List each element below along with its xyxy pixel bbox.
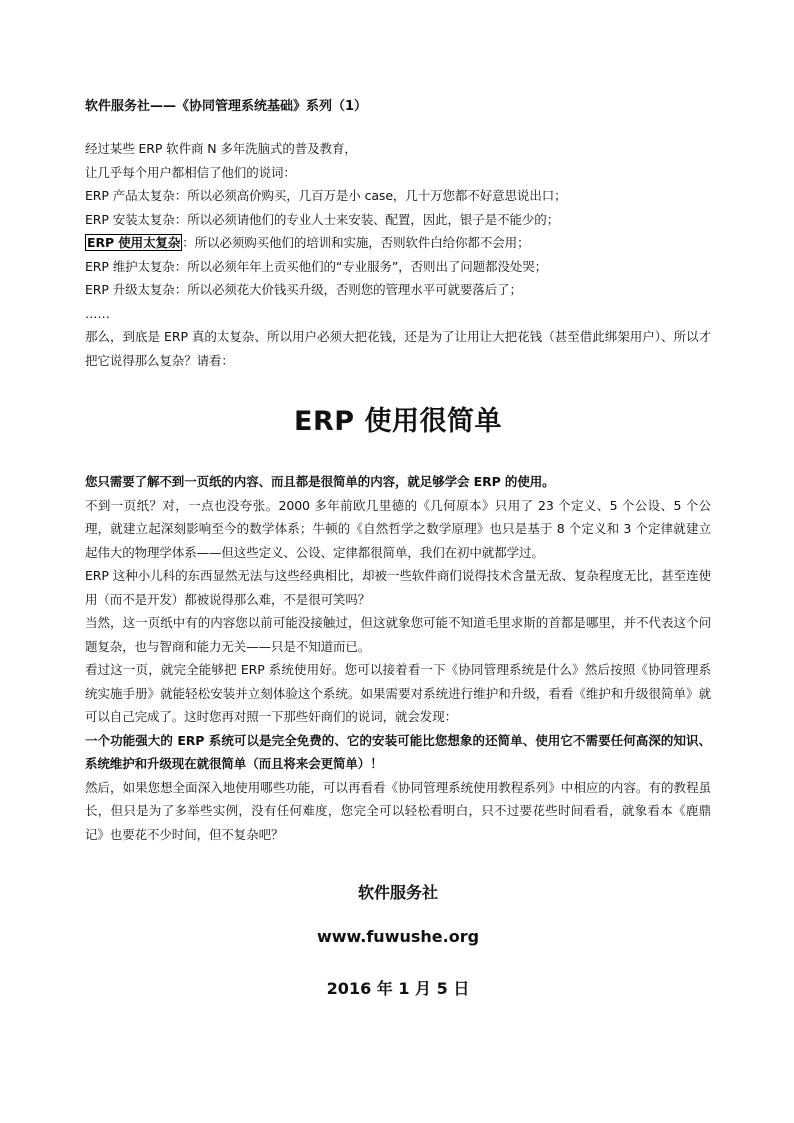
claim-label: ERP 安装太复杂： bbox=[85, 211, 188, 227]
claim-label-boxed: ERP 使用太复杂 bbox=[87, 235, 181, 250]
paragraph-conclusion: 一个功能强大的 ERP 系统可以是完全免费的、它的安装可能比您想象的还简单、使用它不需要任何高深的知识、系统维护和升级现在就很简单（而且将来会更简单）！ bbox=[85, 732, 711, 771]
question-paragraph: 那么，到底是 ERP 真的太复杂、所以用户必须大把花钱，还是为了让用让大把花钱（甚至借此绑架用户）、所以才把它说得那么复杂？请看： bbox=[85, 329, 711, 368]
paragraph-read-next: 看过这一页，就完全能够把 ERP 系统使用好。您可以接着看一下《协同管理系统是什么》然后按照《协同管理系统实施手册》就能轻松安装并立刻体验这个系统。如果需要对系统进行维护和升级，看看《维护和升级很简单》就可以自己完成了。这时您再对照一下那些奸商们的说词，就会发现： bbox=[85, 662, 711, 724]
claim-usage bbox=[85, 231, 711, 255]
signature-org: 软件服务社 bbox=[357, 883, 438, 902]
claim-label: ERP 维护太复杂： bbox=[85, 258, 188, 274]
paragraph-erp-comparison: ERP 这种小儿科的东西显然无法与这些经典相比，却被一些软件商们说得技术含量无敌、复杂程度无比，甚至连使用（而不是开发）都被说得那么难，不是很可笑吗？ bbox=[85, 568, 711, 607]
ellipsis: …… bbox=[85, 305, 110, 321]
paragraph-unknown: 当然，这一页纸中有的内容您以前可能没接触过，但这就象您可能不知道毛里求斯的首都是哪里，并不代表这个问题复杂，也与智商和能力无关——只是不知道而已。 bbox=[85, 615, 711, 654]
claim-text: 所以必须花大价钱买升级，否则您的管理水平可就要落后了； bbox=[187, 282, 522, 297]
claim-upgrade bbox=[85, 278, 711, 302]
signature-date: 2016 年 1 月 5 日 bbox=[326, 979, 470, 998]
claim-install bbox=[85, 208, 711, 232]
intro-line-1: 经过某些 ERP 软件商 N 多年洗脑式的普及教育， bbox=[85, 141, 357, 156]
main-heading: ERP 使用很简单 bbox=[294, 406, 502, 437]
claim-text: 所以必须高价购买，几百万是小 case，几十万您都不好意思说出口； bbox=[187, 188, 567, 203]
claim-text: 所以必须请他们的专业人士来安装、配置，因此，银子是不能少的； bbox=[187, 211, 560, 227]
claim-text: 所以必须年年上贡买他们的“专业服务”，否则出了问题都没处哭； bbox=[187, 258, 548, 274]
paragraph-euclid: 不到一页纸？对，一点也没夸张。2000 多年前欧几里德的《几何原本》只用了 23 个定义、5 个公设、5 个公理，就建立起深刻影响至今的数学体系；牛顿的《自然哲学之数学原理》也只是基于 8 个定义和 3 个定律就建立起伟大的物理学体系——但这些定义、公设、定律都很简单，我们在初中就都学过。 bbox=[85, 497, 711, 560]
document-page bbox=[85, 97, 711, 1000]
claim-label: ERP 升级太复杂： bbox=[85, 282, 188, 297]
claim-product bbox=[85, 184, 711, 208]
paragraph-tutorials: 然后，如果您想全面深入地使用哪些功能，可以再看看《协同管理系统使用教程系列》中相应的内容。有的教程虽长，但只是为了多举些实例，没有任何难度，您完全可以轻松看明白，只不过要花些时间看看，就象看本《鹿鼎记》也要花不少时间，但不复杂吧？ bbox=[85, 779, 711, 842]
claim-maintenance bbox=[85, 255, 711, 279]
signature-site: www.fuwushe.org bbox=[316, 927, 480, 946]
intro-line-2: 让几乎每个用户都相信了他们的说词： bbox=[85, 164, 296, 180]
series-title: 软件服务社——《协同管理系统基础》系列（1） bbox=[85, 99, 368, 114]
lead-paragraph: 您只需要了解不到一页纸的内容、而且都是很简单的内容，就足够学会 ERP 的使用。 bbox=[85, 474, 555, 489]
claim-label: ERP 产品太复杂： bbox=[85, 188, 188, 203]
claim-text: ：所以必须购买他们的培训和实施，否则软件白给你都不会用； bbox=[182, 235, 530, 250]
